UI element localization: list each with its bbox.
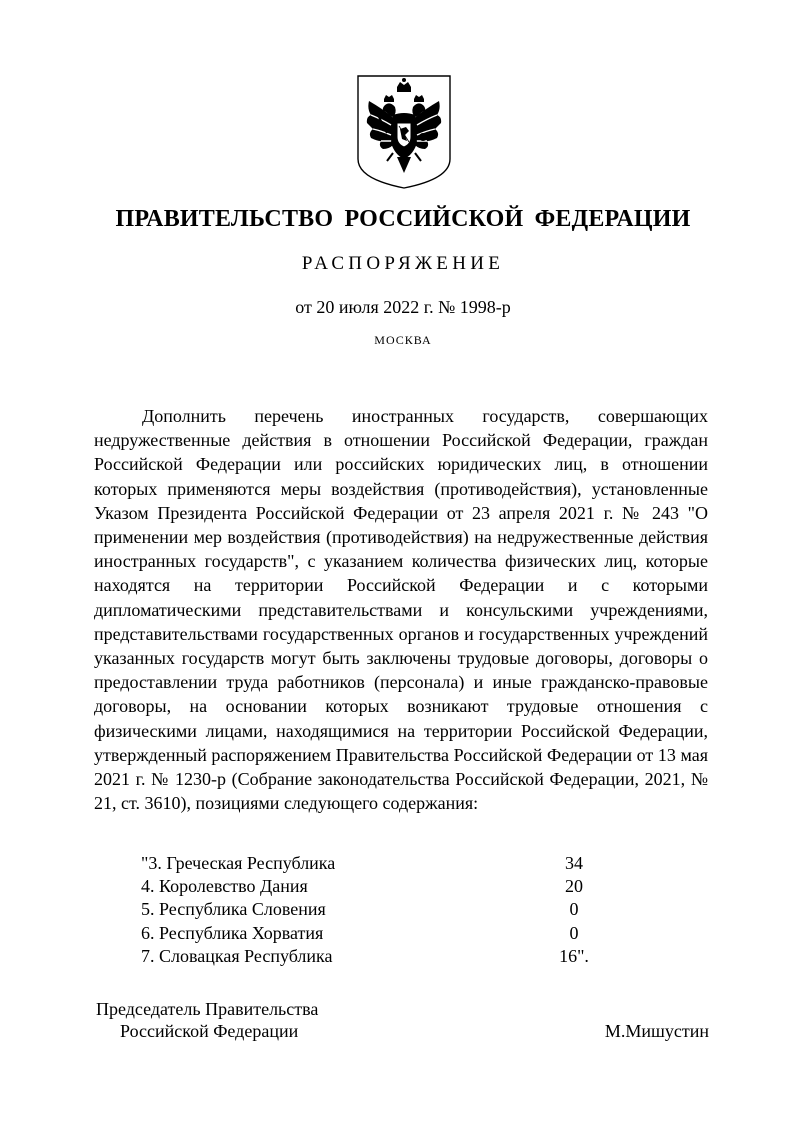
position-name: 7. Словацкая Республика [141, 945, 333, 966]
document-date-number: от 20 июля 2022 г. № 1998-р [295, 297, 511, 317]
signatory-title-line2: Российской Федерации [120, 1021, 299, 1041]
position-count: 20 [565, 876, 583, 897]
position-row [141, 852, 611, 875]
issuer-title: ПРАВИТЕЛЬСТВО РОССИЙСКОЙ ФЕДЕРАЦИИ [115, 206, 691, 232]
main-paragraph: Дополнить перечень иностранных государств, совершающих недружественные действия в отношении Российской Федерации, граждан Российской Федерации или российских юридических лиц, в отношении которых применяются меры воздействия (противодействия), установленные Указом Президента Российской Федерации от 23 апреля 2021 г. № 243 "О применении мер воздействия (противодействия) на недружественные действия иностранных государств", с указанием количества физических лиц, которые находятся на территории Российской Федерации и с которыми дипломатическими представительствами и консульскими учреждениями, представительствами государственных органов и государственных учреждений указанных государств могут быть заключены трудовые договоры, договоры о предоставлении труда работников (персонала) и иные гражданско-правовые договоры, на основании которых возникают трудовые отношения с физическими лицами, находящимися на территории Российской Федерации, утвержденный распоряжением Правительства Российской Федерации от 13 мая 2021 г. № 1230-р (Собрание законодательства Российской Федерации, 2021, № 21, ст. 3610), позициями следующего содержания: [94, 406, 708, 814]
positions-list [141, 852, 611, 968]
position-count: 0 [569, 899, 579, 920]
position-count: 34 [565, 853, 583, 873]
russian-coat-of-arms-icon [357, 75, 451, 189]
document-city: МОСКВА [374, 333, 432, 347]
position-row [141, 945, 611, 968]
position-count: 16". [559, 945, 589, 966]
position-row [141, 922, 611, 945]
signatory-name: М.Мишустин [604, 1021, 709, 1041]
position-name: 4. Королевство Дания [141, 876, 308, 897]
document-type: РАСПОРЯЖЕНИЕ [301, 253, 505, 274]
position-name: 5. Республика Словения [141, 899, 326, 920]
position-name: "3. Греческая Республика [141, 853, 336, 873]
position-row [141, 898, 611, 921]
position-count: 0 [569, 922, 579, 943]
signatory-title-line1: Председатель Правительства [96, 999, 319, 1019]
position-name: 6. Республика Хорватия [141, 922, 324, 943]
position-row [141, 875, 611, 898]
